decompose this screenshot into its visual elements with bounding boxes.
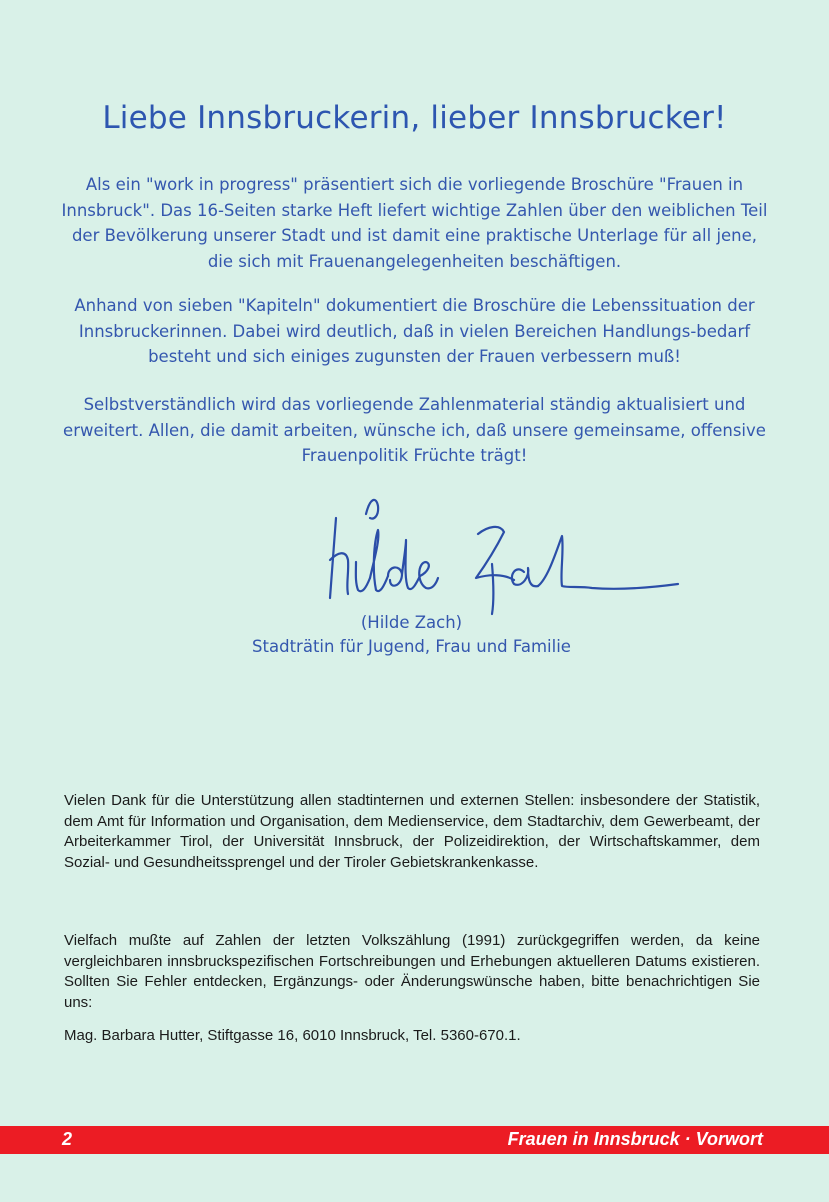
data-note-paragraph: Vielfach mußte auf Zahlen der letzten Volkszählung (1991) zurückgegriffen werden, da keine vergleichbaren innsbruckspezifischen Fortschreibungen und Erhebungen aktuelleren Datums existieren. Sollten Sie Fehler entdecken, Ergänzungs- oder Änderungswünsche haben, bitte benachrichtigen Sie uns: (64, 932, 760, 1011)
contact-line: Mag. Barbara Hutter, Stiftgasse 16, 6010 Innsbruck, Tel. 5360-670.1. (64, 1027, 521, 1044)
acknowledgement-paragraph: Vielen Dank für die Unterstützung allen stadtinternen und externen Stellen: insbesondere der Statistik, dem Amt für Information und Organisation, dem Medienservice, dem Stadtarchiv, dem Gewerbeamt, der Arbeiterkammer Tirol, der Universität Innsbruck, der Polizeidirektion, der Wirtschaftskammer, dem Sozial- und Gesundheitssprengel und der Tiroler Gebietskrankenkasse. (64, 792, 760, 871)
footer-title: Frauen in Innsbruck · Vorwort (507, 1129, 763, 1149)
intro-paragraph: Selbstverständlich wird das vorliegende Zahlenmaterial ständig aktualisiert und erweitert. Allen, die damit arbeiten, wünsche ich, daß unsere gemeinsame, offensive Frauenpolitik Früchte trägt! (63, 395, 766, 465)
intro-paragraph: Als ein "work in progress" präsentiert sich die vorliegende Broschüre "Frauen in Innsbruck". Das 16-Seiten starke Heft liefert wichtige Zahlen über den weiblichen Teil der Bevölkerung unserer Stadt und ist damit eine praktische Unterlage für all jene, die sich mit Frauenangelegenheiten beschäftigen. (61, 175, 768, 271)
handwritten-signature (318, 490, 688, 630)
page-number: 2 (62, 1129, 73, 1149)
signatory-name: (Hilde Zach) (360, 613, 463, 632)
page-title: Liebe Innsbruckerin, lieber Innsbrucker! (102, 100, 727, 136)
signatory-role: Stadträtin für Jugend, Frau und Familie (252, 637, 571, 656)
intro-paragraph: Anhand von sieben "Kapiteln" dokumentiert die Broschüre die Lebenssituation der Innsbruckerinnen. Dabei wird deutlich, daß in vielen Bereichen Handlungs-bedarf besteht und sich einiges zugunsten der Frauen verbessern muß! (74, 296, 755, 366)
